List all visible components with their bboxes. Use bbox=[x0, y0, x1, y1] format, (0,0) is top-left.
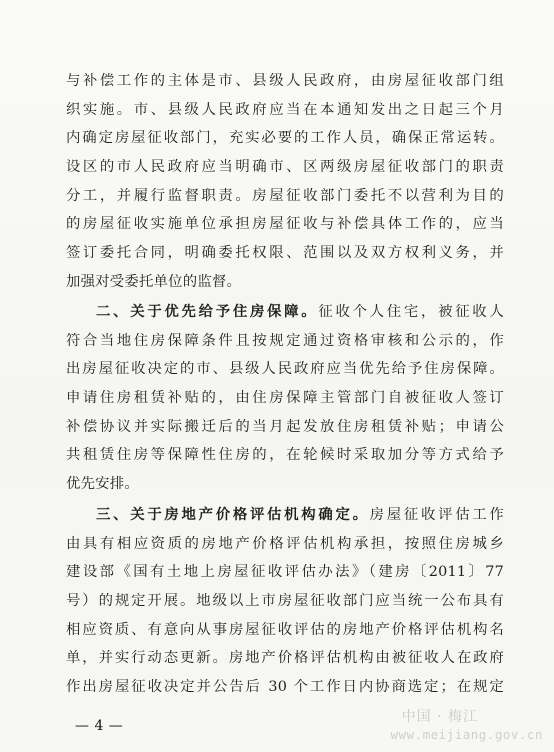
text-line: 出房屋征收决定的市、县级人民政府应当优先给予住房保障。 bbox=[66, 361, 504, 377]
section-2-first-line-rest: 征收个人住宅，被征收人 bbox=[318, 304, 504, 320]
text-line: 号）的规定开展。地级以上市房屋征收部门应当统一公布具有 bbox=[66, 593, 504, 609]
text-line: 与补偿工作的主体是市、县级人民政府，由房屋征收部门组 bbox=[66, 73, 504, 89]
watermark-url: www.meijiang.gov.cn bbox=[390, 727, 543, 742]
text-line: 的房屋征收实施单位承担房屋征收与补偿具体工作的，应当 bbox=[66, 216, 504, 232]
text-line: 相应资质、有意向从事房屋征收评估的房地产价格评估机构名 bbox=[66, 622, 504, 638]
page-number: — 4 — bbox=[75, 718, 124, 734]
text-line: 符合当地住房保障条件且按规定通过资格审核和公示的，作 bbox=[66, 333, 504, 349]
text-line: 申请住房租赁补贴的，由住房保障主管部门自被征收人签订 bbox=[66, 390, 504, 406]
text-line: 补偿协议并实际搬迁后的当月起发放住房租赁补贴；申请公 bbox=[66, 419, 504, 435]
watermark-brand: 中国 · 梅江 bbox=[401, 709, 478, 725]
section-3-heading: 三、关于房地产价格评估机构确定。 bbox=[96, 506, 370, 523]
text-line: 建设部《国有土地上房屋征收评估办法》（建房〔2011〕77 bbox=[66, 564, 504, 580]
text-line: 优先安排。 bbox=[66, 476, 139, 492]
section-2-first-line bbox=[96, 302, 504, 322]
text-line: 作出房屋征收决定并公告后 30 个工作日内协商选定；在规定 bbox=[66, 679, 504, 695]
text-line: 设区的市人民政府应当明确市、区两级房屋征收部门的职责 bbox=[66, 159, 504, 175]
text-line: 单，并实行动态更新。房地产价格评估机构由被征收人在政府 bbox=[66, 650, 504, 666]
section-3-first-line-rest: 房屋征收评估工作 bbox=[369, 507, 504, 523]
section-2-heading: 二、关于优先给予住房保障。 bbox=[96, 303, 319, 320]
text-line: 加强对受委托单位的监督。 bbox=[66, 274, 242, 290]
text-line: 分工，并履行监督职责。房屋征收部门委托不以营利为目的 bbox=[66, 188, 504, 204]
text-line: 织实施。市、县级人民政府应当在本通知发出之日起三个月 bbox=[66, 102, 504, 118]
text-line: 内确定房屋征收部门，充实必要的工作人员，确保正常运转。 bbox=[66, 130, 504, 146]
text-line: 共租赁住房等保障性住房的，在轮候时采取加分等方式给予 bbox=[66, 447, 504, 463]
text-line: 签订委托合同，明确委托权限、范围以及双方权利义务，并 bbox=[66, 245, 504, 261]
text-line: 由具有相应资质的房地产价格评估机构承担，按照住房城乡 bbox=[66, 536, 504, 552]
section-3-first-line bbox=[96, 505, 504, 525]
